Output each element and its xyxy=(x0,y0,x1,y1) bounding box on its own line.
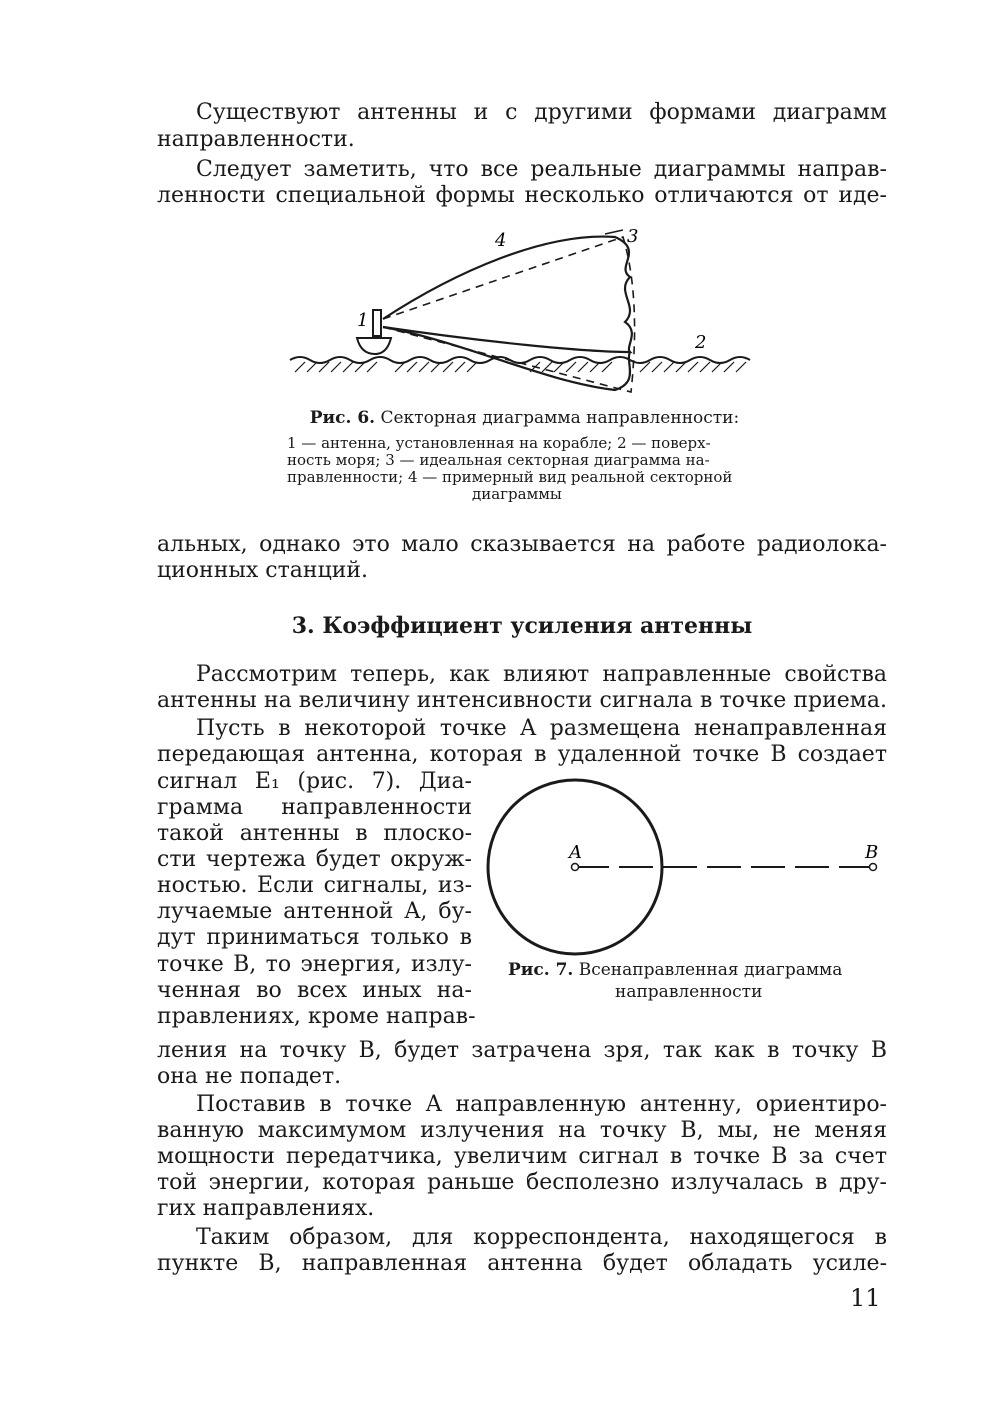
text-line: дут приниматься только в xyxy=(157,925,472,950)
text-line: альных, однако это мало сказывается на работе радиолока- xyxy=(157,532,887,557)
section-heading: 3. Коэффициент усиления антенны xyxy=(291,613,753,639)
text-line: Пусть в некоторой точке A размещена ненаправленная xyxy=(196,716,887,741)
text-line: направленности. xyxy=(157,127,355,152)
label-4: 4 xyxy=(495,230,507,251)
text-line: Следует заметить, что все реальные диаграммы направ- xyxy=(196,157,887,182)
figure-6-caption-line: 1 — антенна, установленная на корабле; 2 — поверх- xyxy=(287,434,711,452)
text-line: пункте B, направленная антенна будет обладать усиле- xyxy=(157,1251,887,1276)
ideal-sector xyxy=(383,237,635,392)
text-line: ванную максимумом излучения на точку B, мы, не меняя xyxy=(157,1118,887,1143)
text-line: Таким образом, для корреспондента, находящегося в xyxy=(196,1225,887,1250)
text-line: ченная во всех иных на- xyxy=(157,978,472,1003)
antenna xyxy=(373,310,381,336)
text-line: передающая антенна, которая в удаленной точке B создает xyxy=(157,742,887,767)
figure-6-caption-line: правленности; 4 — примерный вид реальной секторной xyxy=(287,468,733,486)
text-line: ционных станций. xyxy=(157,558,369,583)
text-line: ностью. Если сигналы, из- xyxy=(157,873,472,898)
text-line: сигнал E₁ (рис. 7). Диа- xyxy=(157,769,472,794)
text-line: той энергии, которая раньше бесполезно излучалась в дру- xyxy=(157,1170,887,1195)
text-line: такой антенны в плоско- xyxy=(157,821,472,846)
text-line: Поставив в точке A направленную антенну, ориентиро- xyxy=(196,1092,887,1117)
text-line: лучаемые антенной A, бу- xyxy=(157,899,472,924)
text-line: сти чертежа будет окруж- xyxy=(157,847,472,872)
page-number: 11 xyxy=(850,1284,881,1312)
ship-hull xyxy=(357,338,391,354)
figure-6-caption-line: диаграммы xyxy=(472,485,562,503)
figure-7-caption xyxy=(508,962,842,979)
label-b: B xyxy=(865,842,879,863)
figure-7-omni-diagram xyxy=(485,775,895,965)
label-a: A xyxy=(569,842,582,863)
figure-6-sector-diagram xyxy=(285,222,760,400)
label-1: 1 xyxy=(357,310,369,331)
text-line: грамма направленности xyxy=(157,795,472,820)
text-line: правлениях, кроме направ- xyxy=(157,1004,476,1029)
figure-7-caption-title: Всенаправленная диаграмма xyxy=(578,960,843,980)
text-line: гих направлениях. xyxy=(157,1196,375,1221)
figure-6-caption-label: Рис. 6. xyxy=(309,408,376,428)
point-a xyxy=(572,864,579,871)
text-line: мощности передатчика, увеличим сигнал в точке B за счет xyxy=(157,1144,887,1169)
text-line: Существуют антенны и с другими формами диаграмм xyxy=(196,100,887,125)
text-line: Рассмотрим теперь, как влияют направленные свойства xyxy=(196,662,887,687)
text-line: антенны на величину интенсивности сигнала в точке приема. xyxy=(157,688,887,713)
figure-6-caption-line: ность моря; 3 — идеальная секторная диаграмма на- xyxy=(287,451,710,469)
label-2: 2 xyxy=(695,332,707,353)
label-3: 3 xyxy=(627,226,639,247)
text-line: ленности специальной формы несколько отличаются от иде- xyxy=(157,183,887,208)
figure-7-caption-line: направленности xyxy=(615,982,763,1002)
text-line: точке B, то энергия, излу- xyxy=(157,952,472,977)
figure-6-caption-title: Секторная диаграмма направленности: xyxy=(380,408,740,428)
figure-7-caption-label: Рис. 7. xyxy=(508,960,574,980)
text-line: она не попадет. xyxy=(157,1064,342,1089)
text-line: ления на точку B, будет затрачена зря, так как в точку B xyxy=(157,1038,887,1063)
figure-6-caption xyxy=(287,410,762,427)
point-b xyxy=(870,864,877,871)
